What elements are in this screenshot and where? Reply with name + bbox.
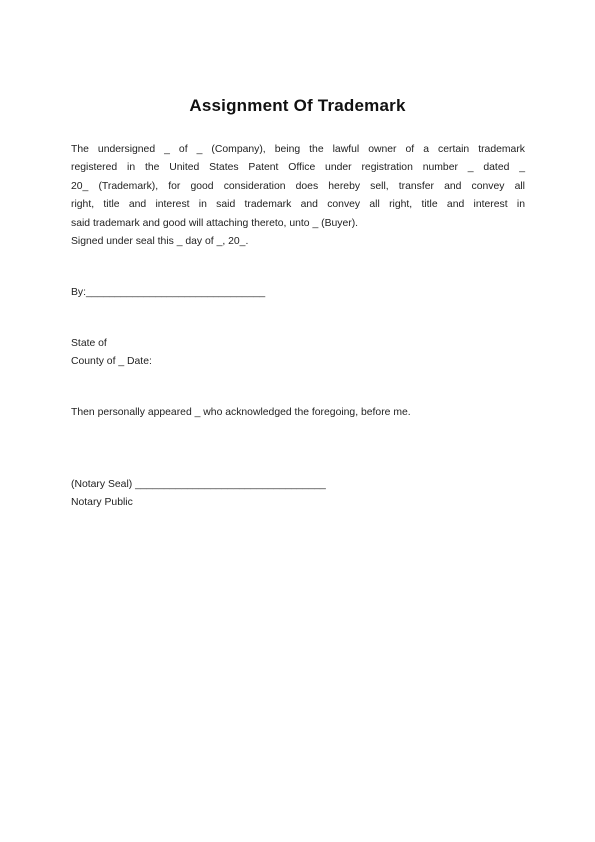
notary-public-label: Notary Public bbox=[71, 497, 133, 508]
assignment-paragraph bbox=[71, 141, 525, 251]
signature-by-line: By:_______________________________ bbox=[71, 287, 266, 298]
paragraph-line: right, title and interest in said trademark and convey all right, title and interest in bbox=[71, 199, 525, 211]
paragraph-line: said trademark and good will attaching thereto, unto _ (Buyer). bbox=[71, 217, 359, 229]
paragraph-line: The undersigned _ of _ (Company), being the lawful owner of a certain trademark bbox=[71, 144, 525, 155]
document-title: Assignment Of Trademark bbox=[189, 96, 406, 115]
county-date-line: County of _ Date: bbox=[71, 356, 152, 367]
paragraph-line: registered in the United States Patent Office under registration number _ dated _ bbox=[71, 162, 525, 174]
signed-under-seal-line: Signed under seal this _ day of _, 20_. bbox=[71, 235, 249, 247]
state-line: State of bbox=[71, 338, 107, 349]
paragraph-line: 20_ (Trademark), for good consideration does hereby sell, transfer and convey all bbox=[71, 180, 525, 192]
notary-seal-line: (Notary Seal) _________________________________ bbox=[71, 479, 326, 490]
acknowledgment-line: Then personally appeared _ who acknowledged the foregoing, before me. bbox=[71, 407, 411, 418]
